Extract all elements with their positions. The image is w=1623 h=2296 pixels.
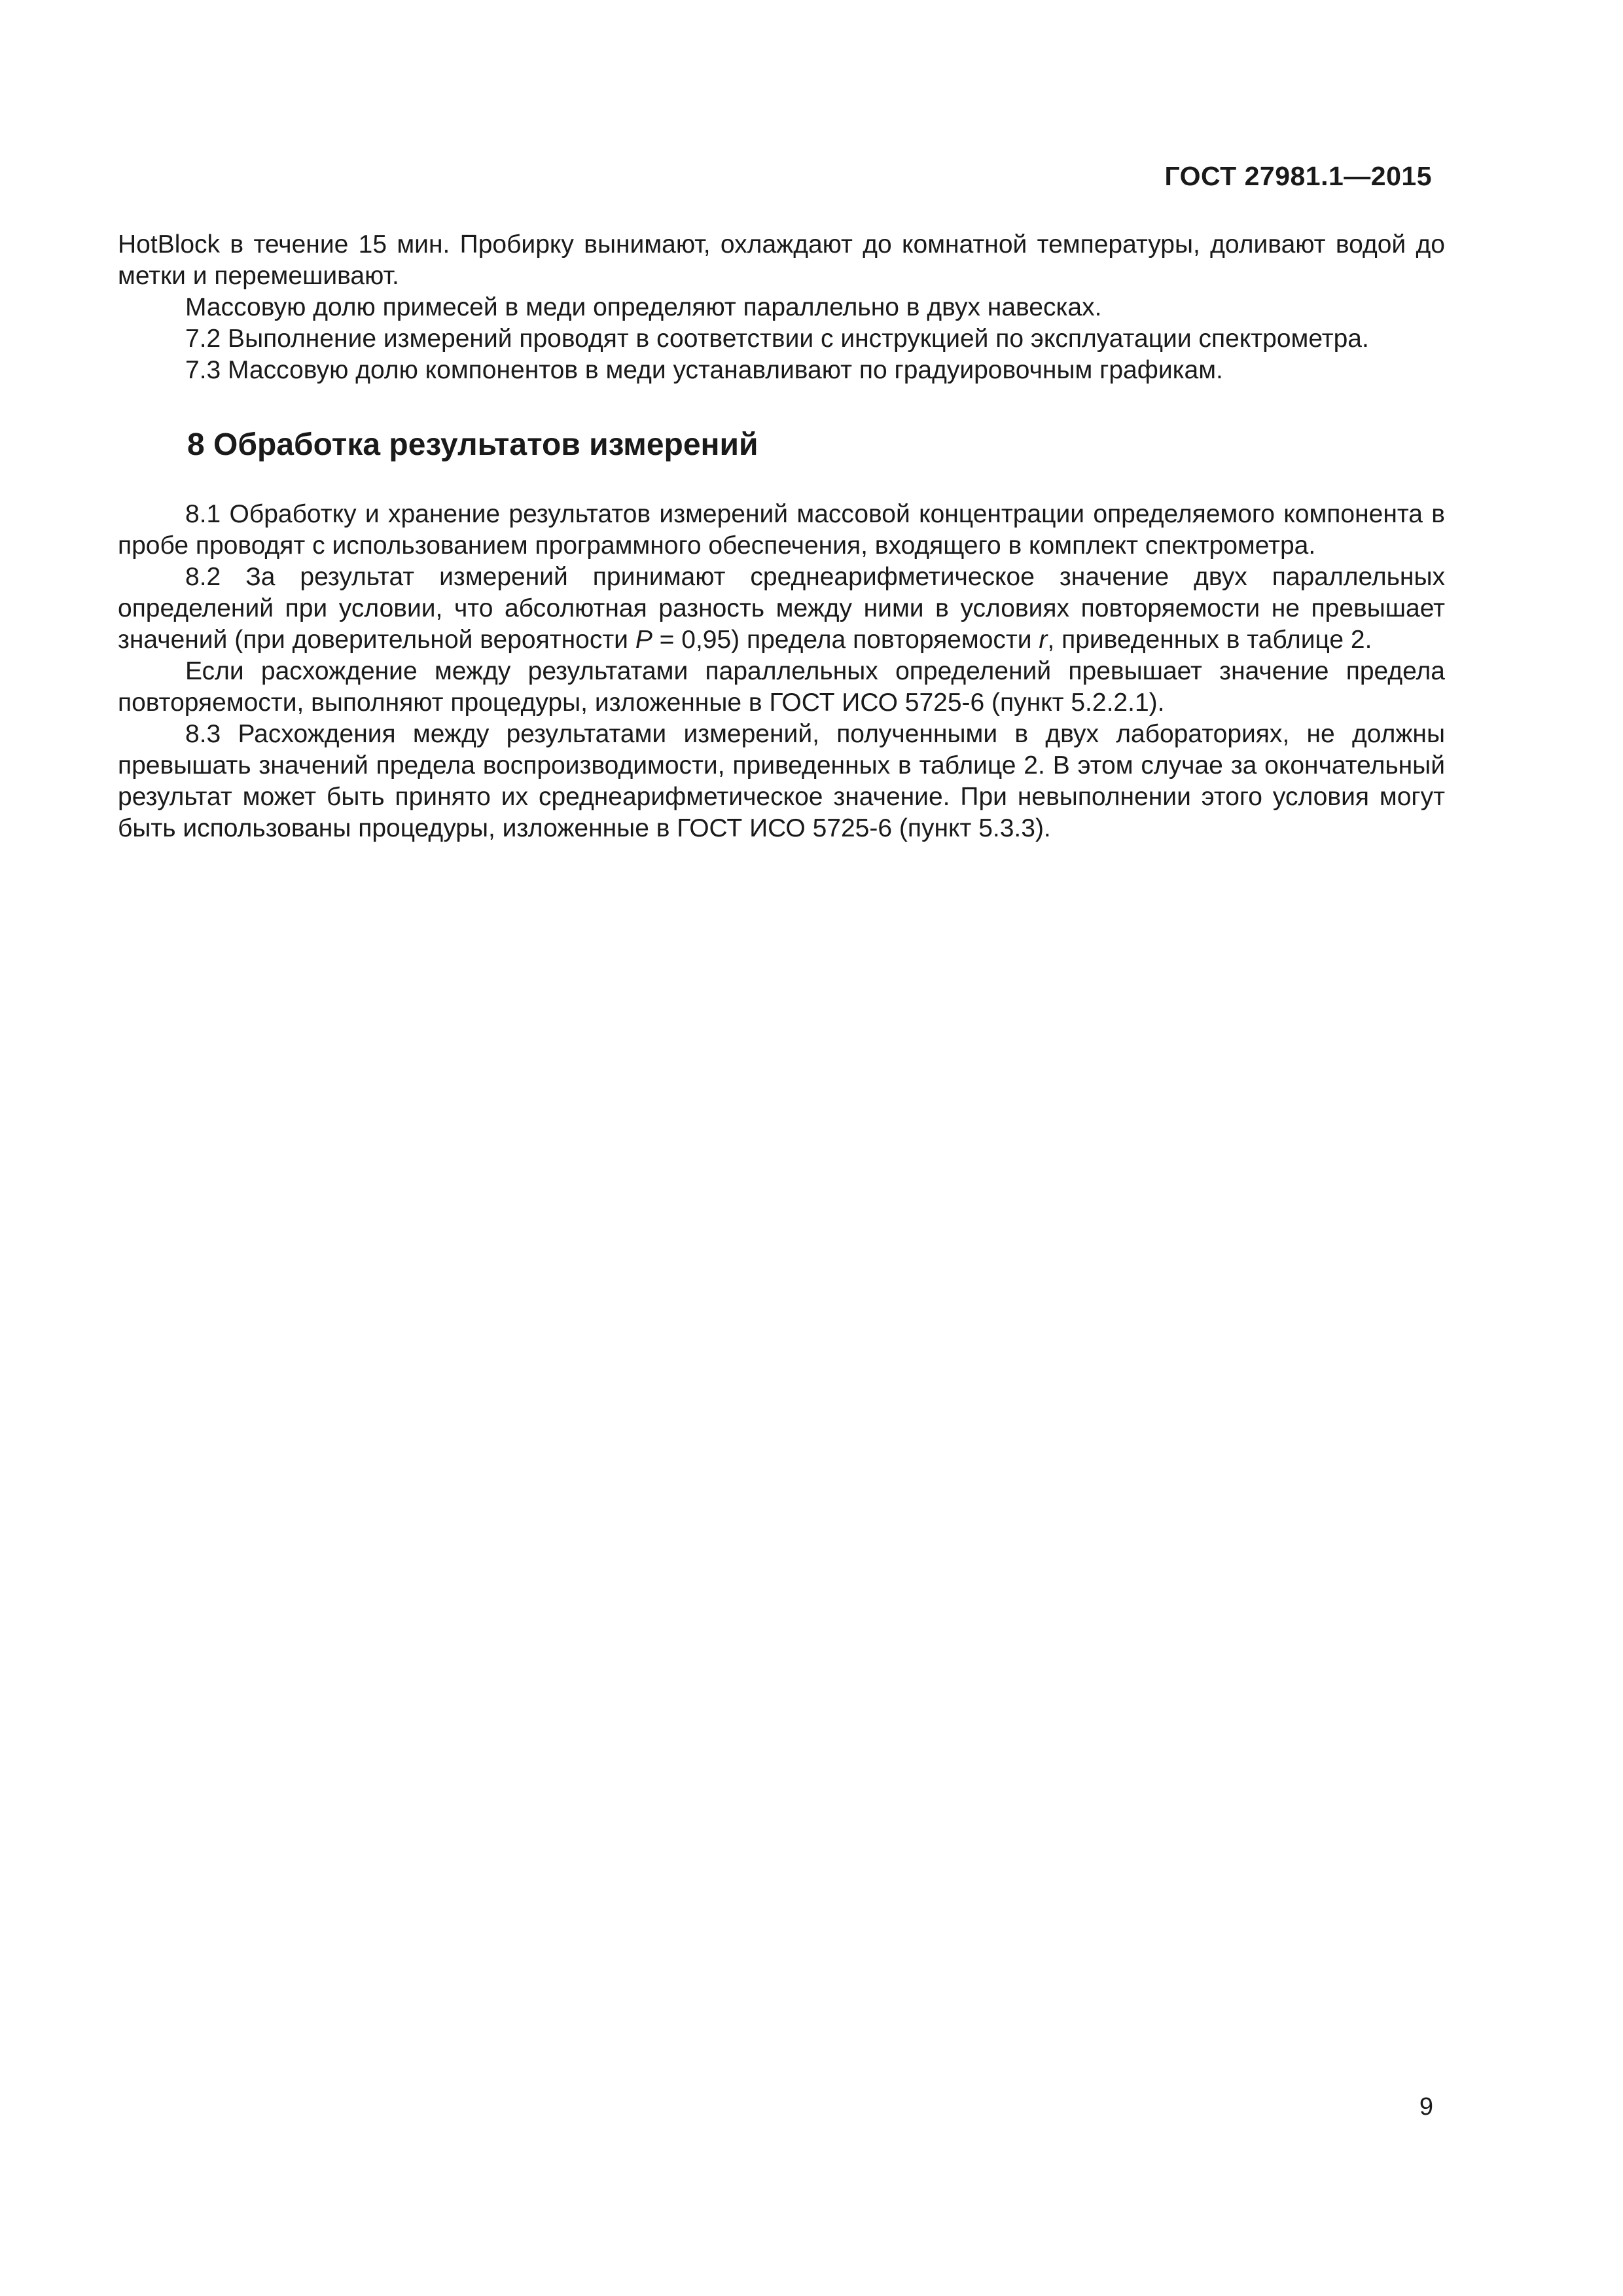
paragraph-7-2: 7.2 Выполнение измерений проводят в соответствии с инструкцией по эксплуатации спектрометра.: [185, 325, 1369, 353]
paragraph-8-3: 8.3 Расхождения между результатами измерений, полученными в двух лабораториях, не должны превышать значений предела воспроизводимости, приведенных в таблице 2. В этом случае за окончательный результат может быть принято их среднеарифметическое значение. При невыполнении этого условия могут быть использованы процедуры, изложенные в ГОСТ ИСО 5725-6 (пункт 5.3.3).: [118, 720, 1445, 842]
paragraph-parallel-samples: Массовую долю примесей в меди определяют параллельно в двух навесках.: [185, 293, 1102, 321]
paragraph-8-2-part-c: , приведенных в таблице 2.: [1047, 626, 1372, 654]
document-body: [118, 229, 1445, 844]
paragraph-8-2: [118, 562, 1445, 656]
section-heading-8: 8 Обработка результатов измерений: [187, 427, 758, 462]
symbol-p: P: [635, 626, 652, 654]
symbol-r: r: [1039, 626, 1048, 654]
paragraph-8-2-part-b: = 0,95) предела повторяемости: [652, 626, 1039, 654]
paragraph-hotblock: HotBlock в течение 15 мин. Пробирку вынимают, охлаждают до комнатной температуры, доливают водой до метки и перемешивают.: [118, 230, 1445, 290]
paragraph-7-3: 7.3 Массовую долю компонентов в меди устанавливают по градуировочным графикам.: [185, 356, 1223, 384]
page-number: 9: [1419, 2093, 1433, 2121]
paragraph-8-2-part-a: 8.2 За результат измерений принимают среднеарифметическое значение двух параллельных определений при условии, что абсолютная разность между ними в условиях повторяемости не превышает значений (при доверительной вероятности: [118, 563, 1445, 654]
paragraph-repeatability-exceeded: Если расхождение между результатами параллельных определений превышает значение предела повторяемости, выполняют процедуры, изложенные в ГОСТ ИСО 5725-6 (пункт 5.2.2.1).: [118, 657, 1445, 717]
document-code: ГОСТ 27981.1—2015: [1164, 161, 1432, 191]
paragraph-8-1: 8.1 Обработку и хранение результатов измерений массовой концентрации определяемого компонента в пробе проводят с использованием программного обеспечения, входящего в комплект спектрометра.: [118, 500, 1445, 560]
